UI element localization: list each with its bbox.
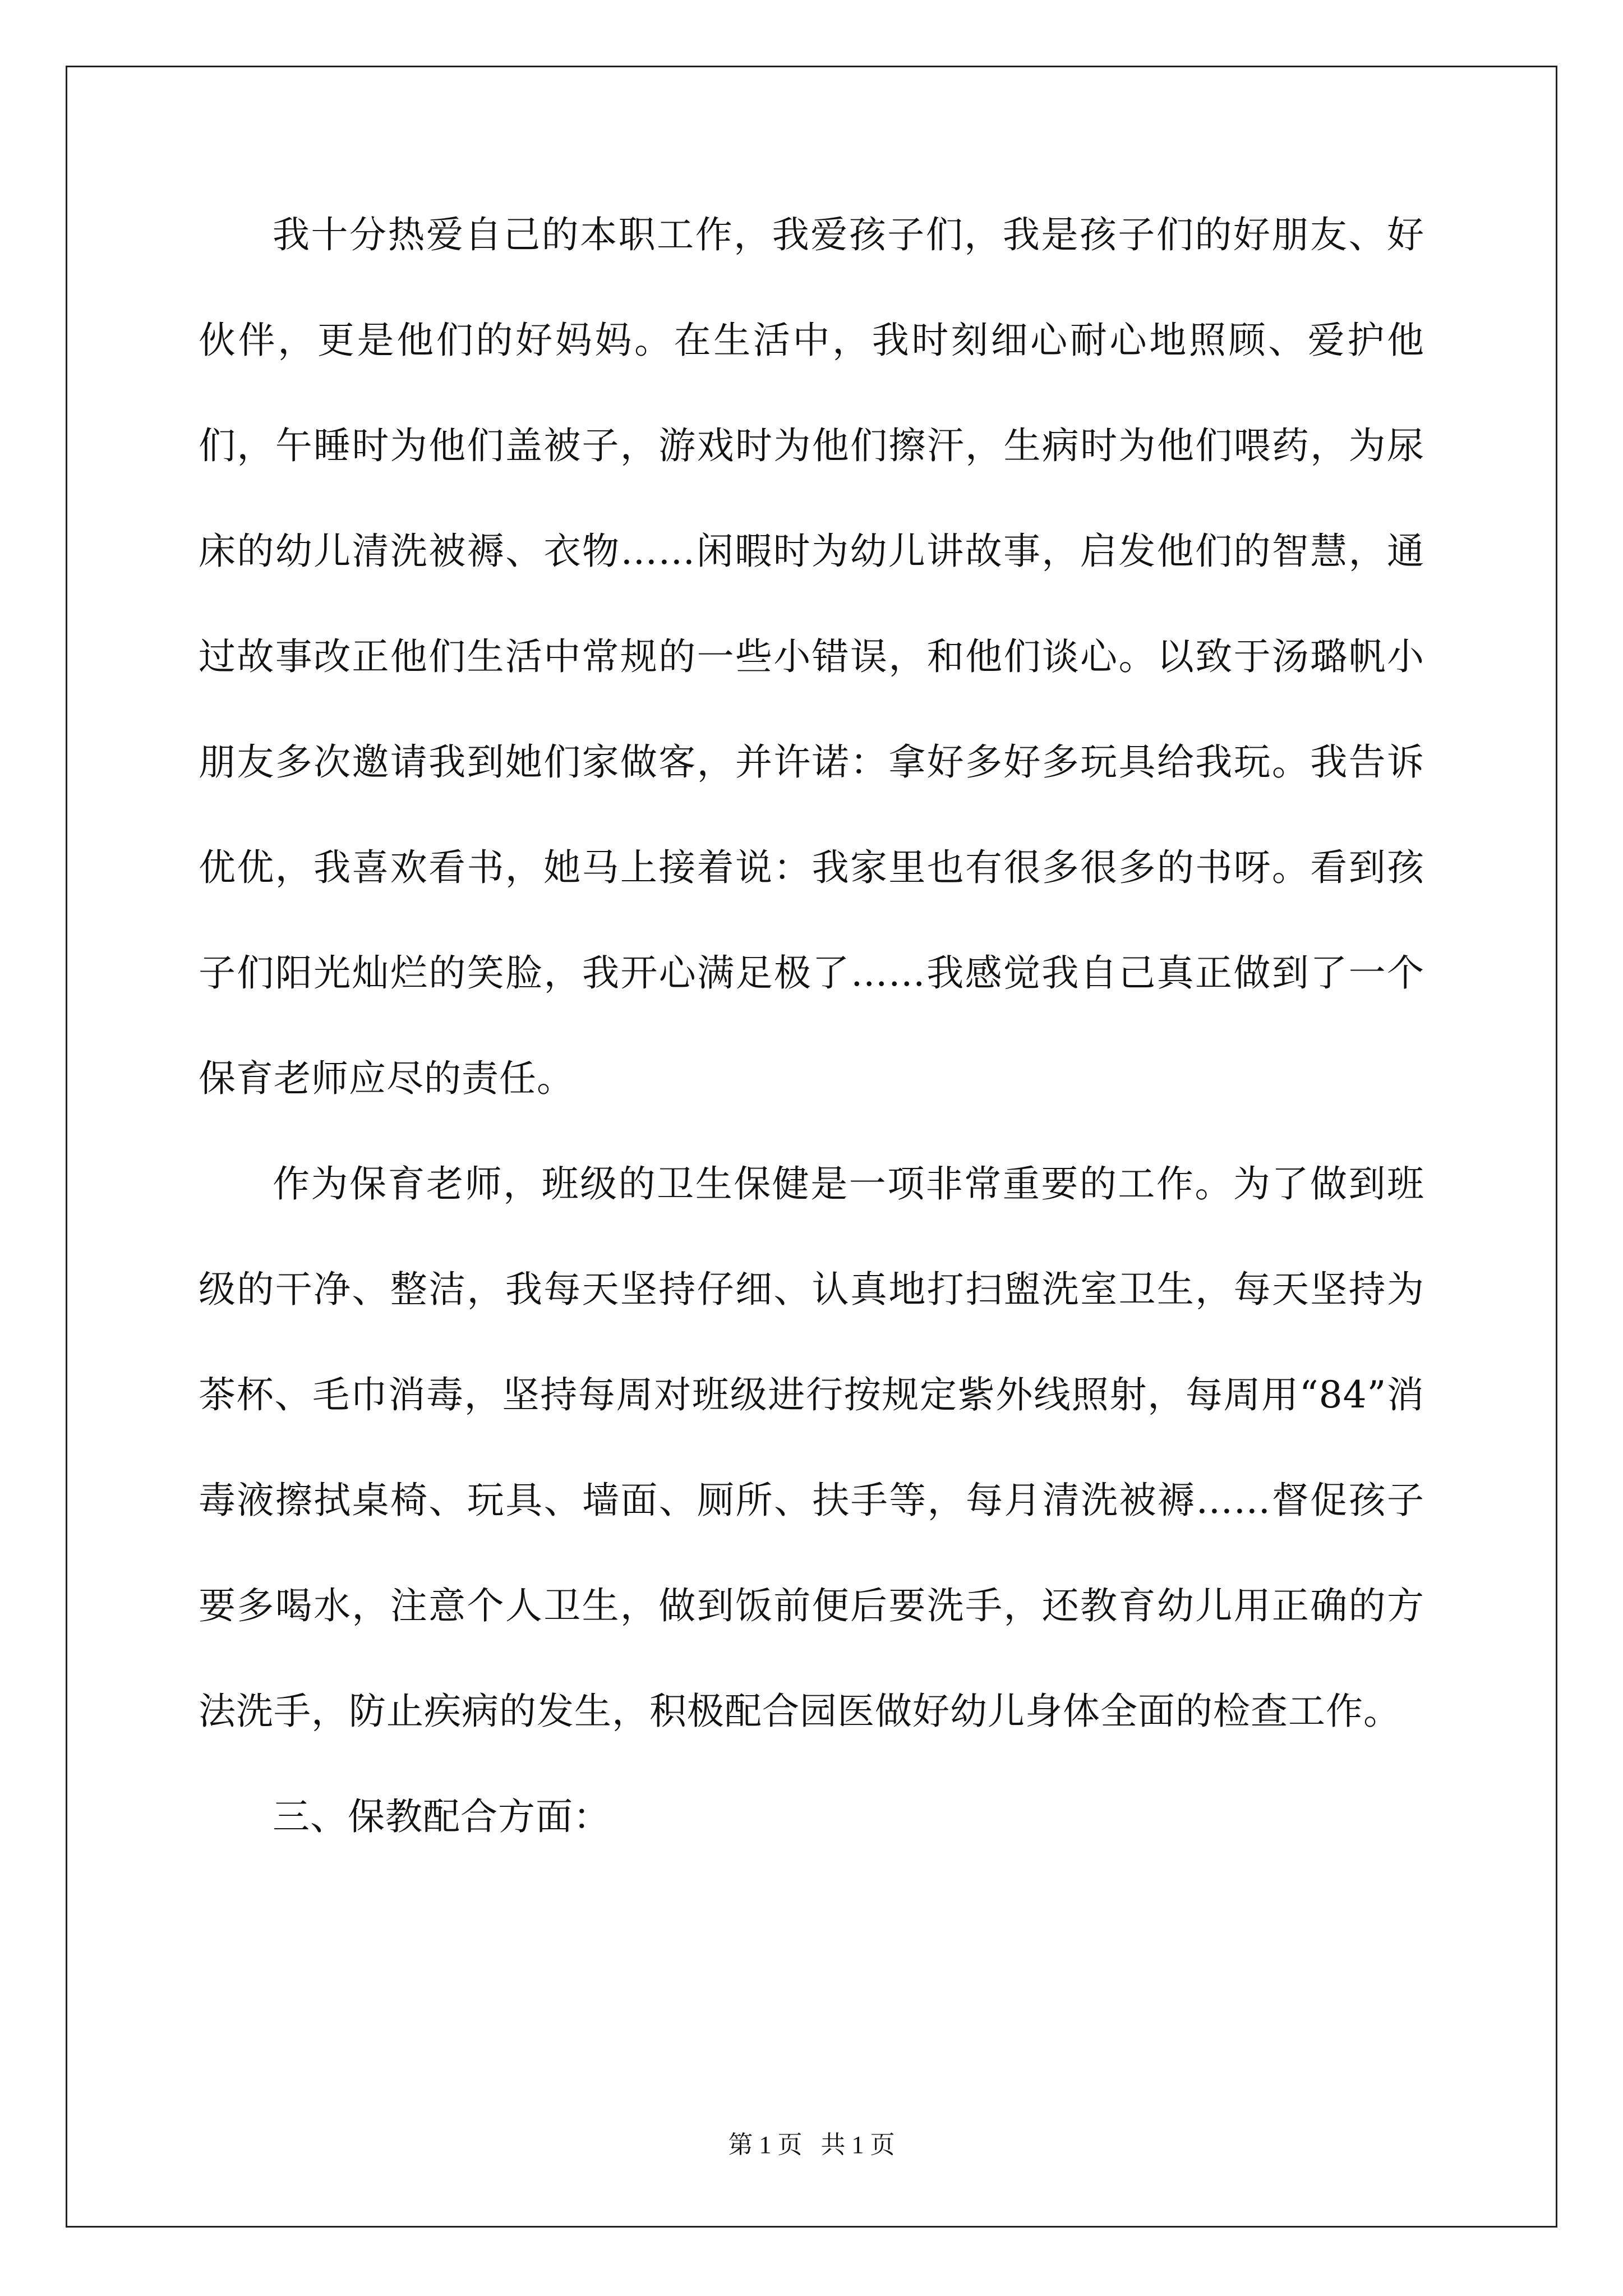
- paragraph-2: 作为保育老师，班级的卫生保健是一项非常重要的工作。为了做到班级的干净、整洁，我每天坚持仔细、认真地打扫盥洗室卫生，每天坚持为茶杯、毛巾消毒，坚持每周对班级进行按规定紫外线照射，每周用“84”消毒液擦拭桌椅、玩具、墙面、厕所、扶手等，每月清洗被褥……督促孩子要多喝水，注意个人卫生，做到饭前便后要洗手，还教育幼儿用正确的方法洗手，防止疾病的发生，积极配合园医做好幼儿身体全面的检查工作。: [199, 1162, 1424, 1733]
- document-body: [199, 182, 1424, 1870]
- footer-spacer: [803, 2131, 821, 2159]
- page-footer: [0, 2128, 1623, 2162]
- page-number: 第 1 页: [728, 2131, 803, 2159]
- paragraph-1: 我十分热爱自己的本职工作，我爱孩子们，我是孩子们的好朋友、好伙伴，更是他们的好妈妈。在生活中，我时刻细心耐心地照顾、爱护他们，午睡时为他们盖被子，游戏时为他们擦汗，生病时为他们喂药，为尿床的幼儿清洗被褥、衣物……闲暇时为幼儿讲故事，启发他们的智慧，通过故事改正他们生活中常规的一些小错误，和他们谈心。以致于汤璐帆小朋友多次邀请我到她们家做客，并许诺：拿好多好多玩具给我玩。我告诉优优，我喜欢看书，她马上接着说：我家里也有很多很多的书呀。看到孩子们阳光灿烂的笑脸，我开心满足极了……我感觉我自己真正做到了一个保育老师应尽的责任。: [199, 213, 1424, 1100]
- section-heading: 三、保教配合方面：: [273, 1795, 611, 1838]
- page-total: 共 1 页: [820, 2131, 895, 2159]
